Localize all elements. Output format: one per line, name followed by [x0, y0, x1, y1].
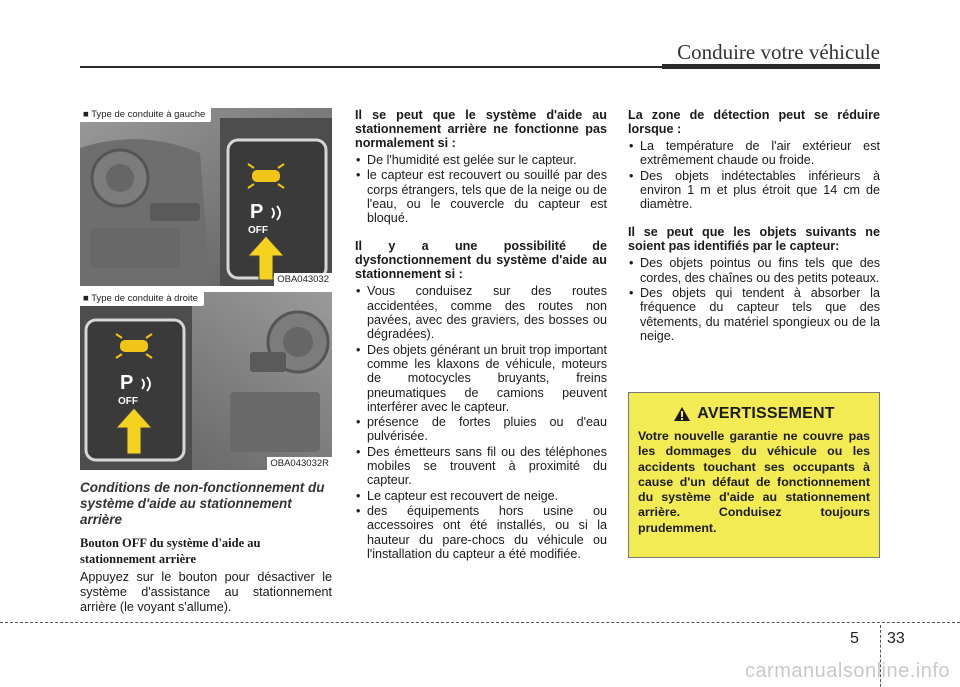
list-item: • présence de fortes pluies ou d'eau pulvérisée.	[355, 415, 607, 444]
list-possible-dysfunction	[355, 284, 607, 561]
list-item: • Des émetteurs sans fil ou des téléphones mobiles se trouvent à proximité du capteur.	[355, 445, 607, 488]
warning-title: AVERTISSEMENT	[697, 405, 835, 422]
dashboard-illustration-lhd	[80, 108, 332, 286]
subheading-off-button: Bouton OFF du système d'aide au stationnement arrière	[80, 536, 261, 566]
page-number: 33	[887, 630, 905, 647]
body-off-button: Appuyez sur le bouton pour désactiver le système d'assistance au stationnement arrière (le voyant s'allume).	[80, 570, 332, 615]
warning-triangle-icon	[673, 406, 691, 422]
column-right	[628, 108, 880, 344]
heading-detection-zone: La zone de détection peut se réduire lorsque :	[628, 108, 880, 136]
list-detection-zone	[628, 139, 880, 211]
list-unidentified-objects	[628, 256, 880, 343]
parking-button-off-label: OFF	[248, 225, 268, 236]
warning-header	[638, 405, 870, 423]
warning-text: Votre nouvelle garantie ne couvre pas les dommages du véhicule ou les accidents touchant ses occupants à cause d'un défaut de fonctionnement du système d'aide au stationnement arrière. Conduisez toujours prudemment.	[638, 429, 870, 535]
list-item: • La température de l'air extérieur est extrêmement chaude ou froide.	[628, 139, 880, 168]
figure-caption-rhd: ■ Type de conduite à droite	[80, 292, 204, 306]
list-item: • des équipements hors usine ou accessoires ont été installés, ou si la hauteur du pare-chocs du véhicule ou l'installation du capteur a été modifiée.	[355, 504, 607, 561]
list-item: • Des objets pointus ou fins tels que des cordes, des chaînes ou des petits poteaux.	[628, 256, 880, 285]
header-rule-accent	[662, 64, 880, 69]
section-heading-non-operation: Conditions de non-fonctionnement du système d'aide au stationnement arrière	[80, 480, 325, 527]
list-item: • le capteur est recouvert ou souillé par des corps étrangers, tels que de la neige ou de l'eau, ou le couvercle du capteur est bloqué.	[355, 168, 607, 225]
heading-malfunction-conditions: Il se peut que le système d'aide au stationnement arrière ne fonctionne pas normalement si :	[355, 108, 607, 150]
figure-caption-lhd: ■ Type de conduite à gauche	[80, 108, 211, 122]
watermark: carmanualsonline.info	[744, 660, 950, 682]
page-header-title: Conduire votre véhicule	[677, 40, 880, 64]
parking-button-off-label: OFF	[118, 396, 138, 407]
chapter-number: 5	[850, 630, 859, 647]
dashboard-illustration-rhd	[80, 292, 332, 470]
figure-right-hand-drive	[80, 292, 332, 470]
list-item: • Vous conduisez sur des routes accidentées, comme des routes non pavées, avec des graviers, des bosses ou dégradées).	[355, 284, 607, 341]
list-malfunction-conditions	[355, 153, 607, 225]
parking-button-p-label: P	[250, 201, 264, 223]
list-item: • Le capteur est recouvert de neige.	[355, 489, 607, 503]
list-item: • Des objets qui tendent à absorber la fréquence du capteur tels que des vêtements, du matériel spongieux ou de la neige.	[628, 286, 880, 343]
column-left	[80, 108, 332, 616]
warning-box	[628, 392, 880, 558]
parking-button-p-label: P	[120, 372, 134, 394]
figure-code-rhd: OBA043032R	[267, 457, 332, 470]
list-item: • Des objets indétectables inférieurs à environ 1 m et plus étroit que 14 cm de diamètre.	[628, 169, 880, 212]
column-middle	[355, 108, 607, 562]
list-item: • De l'humidité est gelée sur le capteur.	[355, 153, 607, 167]
list-item: • Des objets générant un bruit trop important comme les klaxons de véhicule, moteurs de motocycles bruyants, freins pneumatiques de camions peuvent interférer avec le capteur.	[355, 343, 607, 414]
heading-unidentified-objects: Il se peut que les objets suivants ne soient pas identifiés par le capteur:	[628, 225, 880, 254]
footer-rule	[0, 622, 960, 623]
heading-possible-dysfunction: Il y a une possibilité de dysfonctionnement du système d'aide au stationnement si :	[355, 239, 607, 282]
figure-left-hand-drive	[80, 108, 332, 286]
figure-code-lhd: OBA043032	[274, 273, 332, 286]
